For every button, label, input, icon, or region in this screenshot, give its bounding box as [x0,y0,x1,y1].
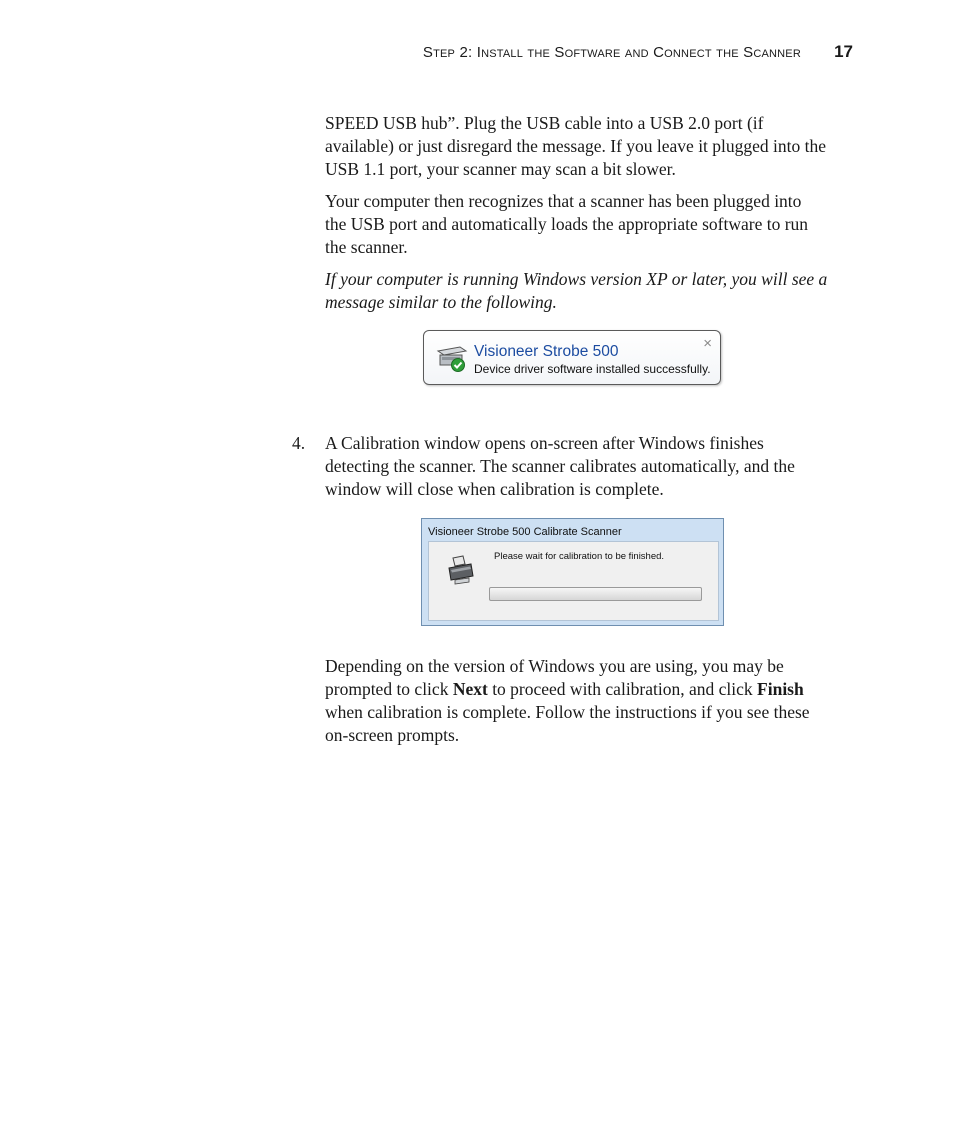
text-line: window will close when calibration is complete. [325,479,664,499]
calibration-message: Please wait for calibration to be finished. [494,551,665,562]
text-line: Depending on the version of Windows you are using, you may be [325,656,784,676]
text-line: on-screen prompts. [325,725,460,745]
text-run: prompted to click [325,679,453,699]
text-line: the scanner. [325,237,408,257]
calibrate-window [421,518,724,626]
text-line: A Calibration window opens on-screen after Windows finishes [325,433,764,453]
text-line: message similar to the following. [325,292,557,312]
progress-bar [489,587,702,601]
notification-balloon[interactable] [423,330,721,385]
text-line: available) or just disregard the message. If you leave it plugged into the [325,136,827,156]
running-title: Step 2: Install the Software and Connect the Scanner [422,44,801,61]
text-run: to proceed with calibration, and click [487,679,758,699]
balloon-message: Device driver software installed successfully. [474,362,711,376]
text-line: when calibration is complete. Follow the instructions if you see these [325,702,810,722]
text-line: If your computer is running Windows version XP or later, you will see a [325,269,828,289]
running-header [300,42,853,64]
next-keyword: Next [452,679,488,699]
step-number: 4. [292,433,306,453]
text-line [325,678,855,701]
text-line: USB 1.1 port, your scanner may scan a bit slower. [325,159,676,179]
finish-keyword: Finish [757,679,804,699]
text-line: SPEED USB hub”. Plug the USB cable into a USB 2.0 port (if [325,113,764,133]
window-body [428,541,719,621]
scanner-check-icon [436,345,468,373]
scanner-icon [445,554,477,586]
text-line: the USB port and automatically loads the appropriate software to run [325,214,809,234]
balloon-title: Visioneer Strobe 500 [474,343,619,360]
text-line: detecting the scanner. The scanner calibrates automatically, and the [325,456,795,476]
window-title: Visioneer Strobe 500 Calibrate Scanner [428,526,622,538]
text-line: Your computer then recognizes that a scanner has been plugged into [325,191,802,211]
close-icon[interactable]: × [703,335,712,352]
page-number: 17 [834,42,853,61]
